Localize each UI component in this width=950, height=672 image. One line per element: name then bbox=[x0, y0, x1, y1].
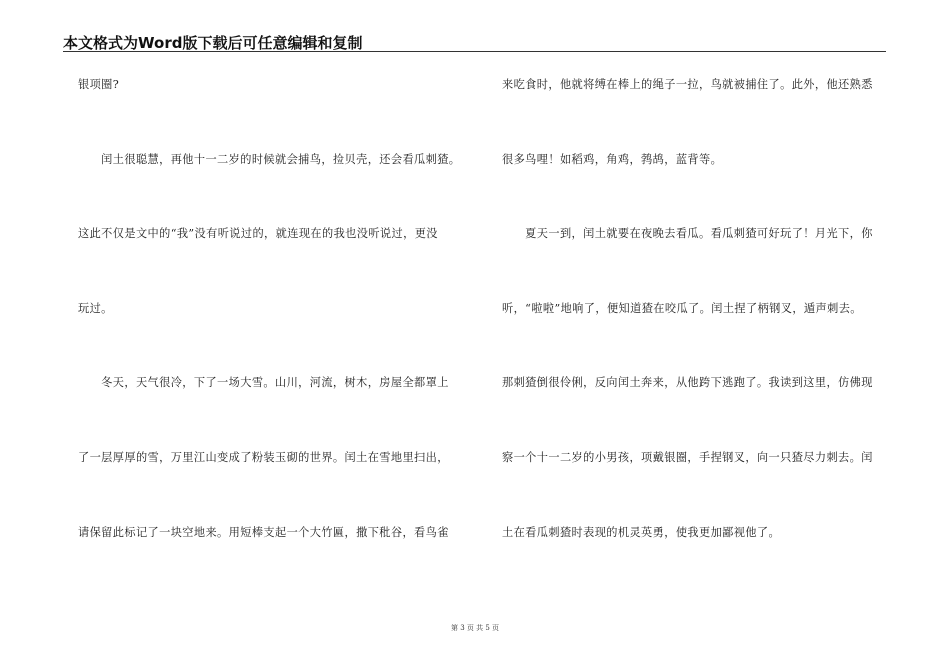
page-number: 第 3 页 共 5 页 bbox=[450, 624, 500, 632]
text-line: 那刺猹倒很伶俐，反向闰土奔来，从他跨下逃跑了。我读到这里，仿佛现 bbox=[502, 376, 873, 390]
text-line: 土在看瓜刺猹时表现的机灵英勇，使我更加鄙视他了。 bbox=[502, 525, 781, 539]
text-line: 闰土很聪慧，再他十一二岁的时候就会捕鸟，捡贝壳，还会看瓜刺猹。 bbox=[78, 152, 461, 166]
text-line: 听，“啦啦”地响了，便知道猹在咬瓜了。闰土捏了柄钢叉，遁声刺去。 bbox=[502, 301, 862, 315]
text-line: 请保留此标记了一块空地来。用短棒支起一个大竹匾，撒下秕谷，看鸟雀 bbox=[78, 525, 449, 539]
text-line: 很多鸟哩！如稻鸡，角鸡，鹁鸪，蓝背等。 bbox=[502, 152, 723, 166]
text-line: 察一个十一二岁的小男孩，项戴银圈，手捏钢叉，向一只猹尽力刺去。闰 bbox=[502, 450, 873, 464]
header-divider bbox=[63, 51, 886, 52]
text-line: 来吃食时，他就将缚在棒上的绳子一拉，鸟就被捕住了。此外，他还熟悉 bbox=[502, 78, 873, 91]
left-text-column bbox=[78, 78, 463, 600]
text-line: 这此不仅是文中的“我”没有听说过的，就连现在的我也没听说过，更没 bbox=[78, 227, 438, 241]
text-line: 夏天一到，闰土就要在夜晚去看瓜。看瓜刺猹可好玩了！月光下，你 bbox=[502, 227, 873, 241]
text-line: 冬天，天气很冷，下了一场大雪。山川，河流，树木，房屋全都罩上 bbox=[78, 376, 449, 390]
document-header-title: 本文格式为Word版下载后可任意编辑和复制 bbox=[63, 34, 363, 52]
text-line: 了一层厚厚的雪，万里江山变成了粉装玉砌的世界。闰土在雪地里扫出， bbox=[78, 450, 449, 464]
right-text-column bbox=[502, 78, 887, 600]
text-line: 银项圈? bbox=[78, 78, 120, 91]
text-line: 玩过。 bbox=[78, 301, 113, 315]
